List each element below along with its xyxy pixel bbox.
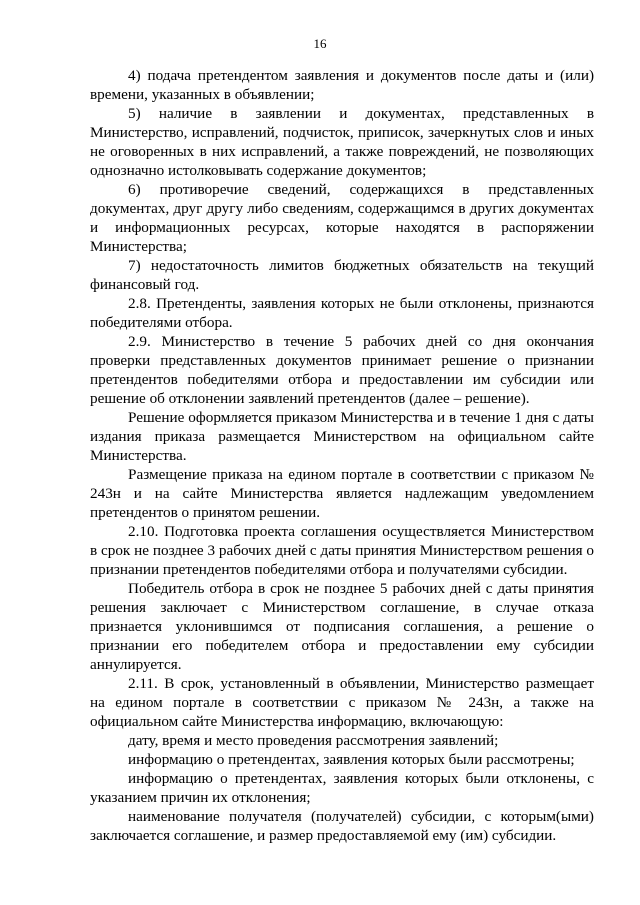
paragraph-decision-publication: Решение оформляется приказом Министерства и в течение 1 дня с даты издания приказа размещается Министерством на официальном сайте Министерства. [90, 409, 594, 464]
paragraph-item-6: 6) противоречие сведений, содержащихся в представленных документах, друг другу либо сведениям, содержащимся в других документах и информационных ресурсах, которые находятся в распоряжении Министерства; [90, 181, 594, 255]
list-item-date-time-place: дату, время и место проведения рассмотрения заявлений; [128, 732, 499, 749]
paragraph-2-9: 2.9. Министерство в течение 5 рабочих дней со дня окончания проверки представленных документов принимает решение о признании претендентов победителями отбора и предоставлении им субсидии или решение об отклонении заявлений претендентов (далее – решение). [90, 333, 594, 407]
paragraph-2-11: 2.11. В срок, установленный в объявлении, Министерство размещает на едином портале в соответствии с приказом № 243н, а также на официальном сайте Министерства информацию, включающую: [90, 675, 594, 730]
paragraph-item-7: 7) недостаточность лимитов бюджетных обязательств на текущий финансовый год. [90, 257, 594, 293]
page-number: 16 [313, 36, 327, 51]
paragraph-2-10: 2.10. Подготовка проекта соглашения осуществляется Министерством в срок не позднее 3 рабочих дней с даты принятия Министерством решения о признании претендентов победителями отбора и получателями субсидии. [90, 523, 594, 578]
list-item-recipients: наименование получателя (получателей) субсидии, с которым(ыми) заключается соглашение, и размер предоставляемой ему (им) субсидии. [90, 808, 594, 844]
paragraph-item-4: 4) подача претендентом заявления и документов после даты и (или) времени, указанных в объявлении; [90, 67, 594, 103]
list-item-reviewed-applicants: информацию о претендентах, заявления которых были рассмотрены; [128, 751, 575, 768]
list-item-rejected-applicants: информацию о претендентах, заявления которых были отклонены, с указанием причин их отклонения; [90, 770, 594, 806]
paragraph-item-5: 5) наличие в заявлении и документах, представленных в Министерство, исправлений, подчисток, приписок, зачеркнутых слов и иных не оговоренных в них исправлений, а также повреждений, не позволяющих однозначно истолковывать содержание документов; [90, 105, 594, 179]
paragraph-portal-notice: Размещение приказа на едином портале в соответствии с приказом № 243н и на сайте Министерства является надлежащим уведомлением претендентов о принятом решении. [90, 466, 594, 521]
paragraph-2-8: 2.8. Претенденты, заявления которых не были отклонены, признаются победителями отбора. [90, 295, 594, 331]
document-body [90, 66, 594, 845]
paragraph-agreement-signing: Победитель отбора в срок не позднее 5 рабочих дней с даты принятия решения заключает с Министерством соглашение, в случае отказа признается уклонившимся от подписания соглашения, а решение о признании его победителем отбора и предоставлении ему субсидии аннулируется. [90, 580, 594, 673]
